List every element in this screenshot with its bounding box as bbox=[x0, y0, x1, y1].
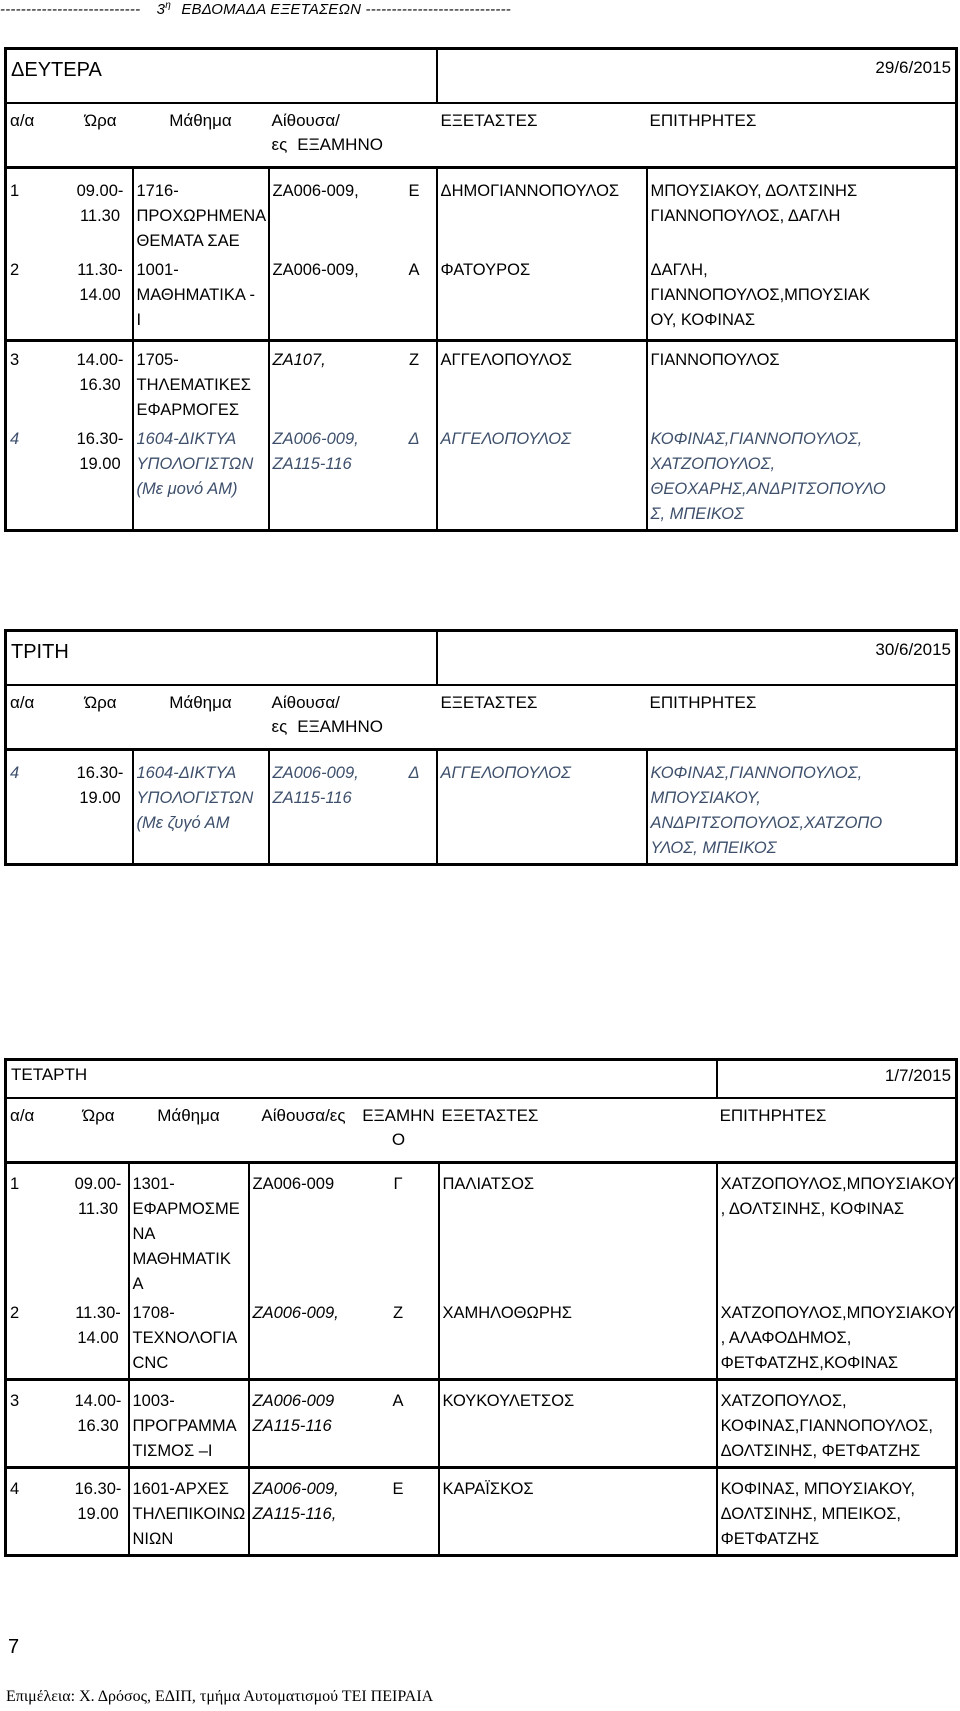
col-header-invigilators: ΕΠΙΤΗΡΗΤΕΣ bbox=[717, 1098, 957, 1163]
row-semester: Δ bbox=[393, 750, 437, 865]
row-number: 4 bbox=[6, 1468, 69, 1556]
row-time: 09.00- 11.30 bbox=[69, 1163, 129, 1300]
row-rooms: ΖΑ006-009, ΖΑ115-116 bbox=[269, 425, 393, 531]
row-examiner: ΑΓΓΕΛΟΠΟΥΛΟΣ bbox=[437, 750, 647, 865]
page-number: 7 bbox=[8, 1636, 20, 1658]
row-semester: Ε bbox=[393, 168, 437, 257]
col-header-invigilators: ΕΠΙΤΗΡΗΤΕΣ bbox=[647, 103, 957, 168]
row-time: 16.30- 19.00 bbox=[69, 425, 133, 531]
row-course: 1001- ΜΑΘΗΜΑΤΙΚΑ - Ι bbox=[133, 256, 269, 341]
table-row bbox=[6, 1468, 957, 1556]
day-name: ΤΡΙΤΗ bbox=[6, 631, 437, 686]
row-semester: Δ bbox=[393, 425, 437, 531]
col-header-rooms-semester bbox=[269, 685, 437, 750]
row-invigilators: ΧΑΤΖΟΠΟΥΛΟΣ, ΚΟΦΙΝΑΣ,ΓΙΑΝΝΟΠΟΥΛΟΣ, ΔΟΛΤΣΙΝΗΣ, ΦΕΤΦΑΤΖΗΣ bbox=[717, 1380, 957, 1468]
row-examiner: ΔΗΜΟΓΙΑΝΝΟΠΟΥΛΟΣ bbox=[437, 168, 647, 257]
table-row bbox=[6, 1163, 957, 1300]
row-semester: Ζ bbox=[359, 1299, 439, 1380]
row-examiner: ΚΟΥΚΟΥΛΕΤΣΟΣ bbox=[439, 1380, 717, 1468]
row-rooms: ΖΑ006-009, ΖΑ115-116, bbox=[249, 1468, 359, 1556]
title-left-dashes: --------------------------- bbox=[0, 1, 141, 18]
col-header-index: α/α bbox=[6, 103, 69, 168]
row-rooms: ΖΑ006-009, bbox=[269, 256, 393, 341]
row-time: 11.30- 14.00 bbox=[69, 256, 133, 341]
row-invigilators: ΔΑΓΛΗ, ΓΙΑΝΝΟΠΟΥΛΟΣ,ΜΠΟΥΣΙΑΚ ΟΥ, ΚΟΦΙΝΑΣ bbox=[647, 256, 957, 341]
row-rooms: ΖΑ107, bbox=[272, 351, 326, 369]
table-row bbox=[6, 750, 957, 865]
day-date: 30/6/2015 bbox=[437, 631, 957, 686]
row-number: 2 bbox=[6, 1299, 69, 1380]
day-name: ΔΕΥΤΕΡΑ bbox=[6, 49, 437, 104]
row-examiner: ΑΓΓΕΛΟΠΟΥΛΟΣ bbox=[437, 425, 647, 531]
col-header-index: α/α bbox=[6, 685, 69, 750]
day-header-row bbox=[6, 49, 957, 104]
row-number: 3 bbox=[6, 341, 69, 426]
day-date: 1/7/2015 bbox=[717, 1060, 957, 1099]
row-examiner: ΑΓΓΕΛΟΠΟΥΛΟΣ bbox=[437, 341, 647, 426]
schedule-table-tuesday bbox=[4, 629, 958, 866]
row-course: 1301- ΕΦΑΡΜΟΣΜΕ ΝΑ ΜΑΘΗΜΑΤΙΚ Α bbox=[129, 1163, 249, 1300]
row-invigilators: ΧΑΤΖΟΠΟΥΛΟΣ,ΜΠΟΥΣΙΑΚΟΥ , ΔΟΛΤΣΙΝΗΣ, ΚΟΦΙΝΑΣ bbox=[717, 1163, 957, 1300]
row-semester: Ζ bbox=[393, 341, 437, 426]
row-invigilators: ΓΙΑΝΝΟΠΟΥΛΟΣ bbox=[647, 341, 957, 426]
page-title bbox=[0, 0, 620, 22]
row-time: 09.00- 11.30 bbox=[69, 168, 133, 257]
day-header-row bbox=[6, 631, 957, 686]
row-invigilators: ΧΑΤΖΟΠΟΥΛΟΣ,ΜΠΟΥΣΙΑΚΟΥ , ΑΛΑΦΟΔΗΜΟΣ, ΦΕΤΦΑΤΖΗΣ,ΚΟΦΙΝΑΣ bbox=[717, 1299, 957, 1380]
col-header-examiners: ΕΞΕΤΑΣΤΕΣ bbox=[439, 1098, 717, 1163]
table-row bbox=[6, 256, 957, 341]
row-invigilators: ΜΠΟΥΣΙΑΚΟΥ, ΔΟΛΤΣΙΝΗΣ ΓΙΑΝΝΟΠΟΥΛΟΣ, ΔΑΓΛΗ bbox=[647, 168, 957, 257]
col-header-semester: ΕΞΑΜΗΝΟ bbox=[297, 135, 383, 154]
row-time: 14.00- 16.30 bbox=[69, 1380, 129, 1468]
day-header-row bbox=[6, 1060, 957, 1099]
row-examiner: ΦΑΤΟΥΡΟΣ bbox=[437, 256, 647, 341]
col-header-examiners: ΕΞΕΤΑΣΤΕΣ bbox=[437, 685, 647, 750]
row-course: 1716- ΠΡΟΧΩΡΗΜΕΝΑ ΘΕΜΑΤΑ ΣΑΕ bbox=[133, 168, 269, 257]
col-header-rooms: Αίθουσα/ες bbox=[249, 1098, 359, 1163]
day-name: ΤΕΤΑΡΤΗ bbox=[6, 1060, 717, 1099]
col-header-time: Ώρα bbox=[69, 103, 133, 168]
col-header-semester: ΕΞΑΜΗΝΟ bbox=[297, 717, 383, 736]
row-semester: Α bbox=[393, 256, 437, 341]
title-text: ΕΒΔΟΜΑΔΑ ΕΞΕΤΑΣΕΩΝ bbox=[181, 1, 362, 18]
table-row bbox=[6, 1299, 957, 1380]
row-number: 1 bbox=[6, 1163, 69, 1300]
row-number: 4 bbox=[6, 750, 69, 865]
col-header-rooms-semester bbox=[269, 103, 437, 168]
row-time: 11.30- 14.00 bbox=[69, 1299, 129, 1380]
row-semester: Ε bbox=[359, 1468, 439, 1556]
col-header-rooms: Αίθουσα/ες bbox=[271, 111, 340, 154]
row-time: 16.30- 19.00 bbox=[69, 1468, 129, 1556]
col-header-course: Μάθημα bbox=[129, 1098, 249, 1163]
row-course: 1604-ΔΙΚΤΥΑ ΥΠΟΛΟΓΙΣΤΩΝ (Με ζυγό ΑΜ bbox=[133, 750, 269, 865]
col-header-time: Ώρα bbox=[69, 685, 133, 750]
row-time: 14.00- 16.30 bbox=[69, 341, 133, 426]
row-invigilators: ΚΟΦΙΝΑΣ,ΓΙΑΝΝΟΠΟΥΛΟΣ, ΧΑΤΖΟΠΟΥΛΟΣ, ΘΕΟΧΑΡΗΣ,ΑΝΔΡΙΤΣΟΠΟΥΛΟ Σ, ΜΠΕΙΚΟΣ bbox=[647, 425, 957, 531]
row-invigilators: ΚΟΦΙΝΑΣ, ΜΠΟΥΣΙΑΚΟΥ, ΔΟΛΤΣΙΝΗΣ, ΜΠΕΙΚΟΣ, ΦΕΤΦΑΤΖΗΣ bbox=[717, 1468, 957, 1556]
row-number: 4 bbox=[6, 425, 69, 531]
row-number: 2 bbox=[6, 256, 69, 341]
schedule-table-monday bbox=[4, 47, 958, 532]
row-invigilators: ΚΟΦΙΝΑΣ,ΓΙΑΝΝΟΠΟΥΛΟΣ, ΜΠΟΥΣΙΑΚΟΥ, ΑΝΔΡΙΤΣΟΠΟΥΛΟΣ,ΧΑΤΖΟΠΟ ΥΛΟΣ, ΜΠΕΙΚΟΣ bbox=[647, 750, 957, 865]
col-header-course: Μάθημα bbox=[133, 103, 269, 168]
column-header-row bbox=[6, 1098, 957, 1163]
day-date: 29/6/2015 bbox=[437, 49, 957, 104]
row-rooms: ΖΑ006-009, bbox=[272, 182, 359, 200]
col-header-index: α/α bbox=[6, 1098, 69, 1163]
row-rooms: ΖΑ006-009 ΖΑ115-116 bbox=[249, 1380, 359, 1468]
col-header-semester: ΕΞΑΜΗΝ Ο bbox=[359, 1098, 439, 1163]
row-examiner: ΠΑΛΙΑΤΣΟΣ bbox=[439, 1163, 717, 1300]
footer-credit: Επιμέλεια: Χ. Δρόσος, ΕΔΙΠ, τμήμα Αυτοματισμού ΤΕΙ ΠΕΙΡΑΙΑ bbox=[6, 1688, 434, 1705]
column-header-row bbox=[6, 103, 957, 168]
col-header-time: Ώρα bbox=[69, 1098, 129, 1163]
row-examiner: ΚΑΡΑΪΣΚΟΣ bbox=[439, 1468, 717, 1556]
col-header-rooms: Αίθουσα/ες bbox=[271, 693, 340, 736]
table-row bbox=[6, 425, 957, 531]
row-semester: Α bbox=[359, 1380, 439, 1468]
row-semester: Γ bbox=[359, 1163, 439, 1300]
column-header-row bbox=[6, 685, 957, 750]
row-rooms: ΖΑ006-009, bbox=[249, 1299, 359, 1380]
table-row bbox=[6, 1380, 957, 1468]
col-header-course: Μάθημα bbox=[133, 685, 269, 750]
row-course: 1003- ΠΡΟΓΡΑΜΜΑ ΤΙΣΜΟΣ –Ι bbox=[129, 1380, 249, 1468]
row-rooms: ΖΑ006-009 bbox=[252, 1175, 335, 1193]
schedule-table-wednesday bbox=[4, 1058, 958, 1557]
row-time: 16.30- 19.00 bbox=[69, 750, 133, 865]
table-row bbox=[6, 168, 957, 257]
row-course: 1601-ΑΡΧΕΣ ΤΗΛΕΠΙΚΟΙΝΩ ΝΙΩΝ bbox=[129, 1468, 249, 1556]
week-number: 3 bbox=[156, 1, 166, 18]
row-examiner: ΧΑΜΗΛΟΘΩΡΗΣ bbox=[439, 1299, 717, 1380]
row-number: 1 bbox=[6, 168, 69, 257]
row-course: 1705- ΤΗΛΕΜΑΤΙΚΕΣ ΕΦΑΡΜΟΓΕΣ bbox=[133, 341, 269, 426]
title-right-dashes: ---------------------------- bbox=[365, 1, 511, 18]
week-superscript: η bbox=[165, 0, 171, 11]
col-header-invigilators: ΕΠΙΤΗΡΗΤΕΣ bbox=[647, 685, 957, 750]
col-header-examiners: ΕΞΕΤΑΣΤΕΣ bbox=[437, 103, 647, 168]
table-row bbox=[6, 341, 957, 426]
row-number: 3 bbox=[6, 1380, 69, 1468]
row-rooms: ΖΑ006-009, ΖΑ115-116 bbox=[269, 750, 393, 865]
row-course: 1604-ΔΙΚΤΥΑ ΥΠΟΛΟΓΙΣΤΩΝ (Με μονό ΑΜ) bbox=[133, 425, 269, 531]
row-course: 1708- ΤΕΧΝΟΛΟΓΙΑ CNC bbox=[129, 1299, 249, 1380]
